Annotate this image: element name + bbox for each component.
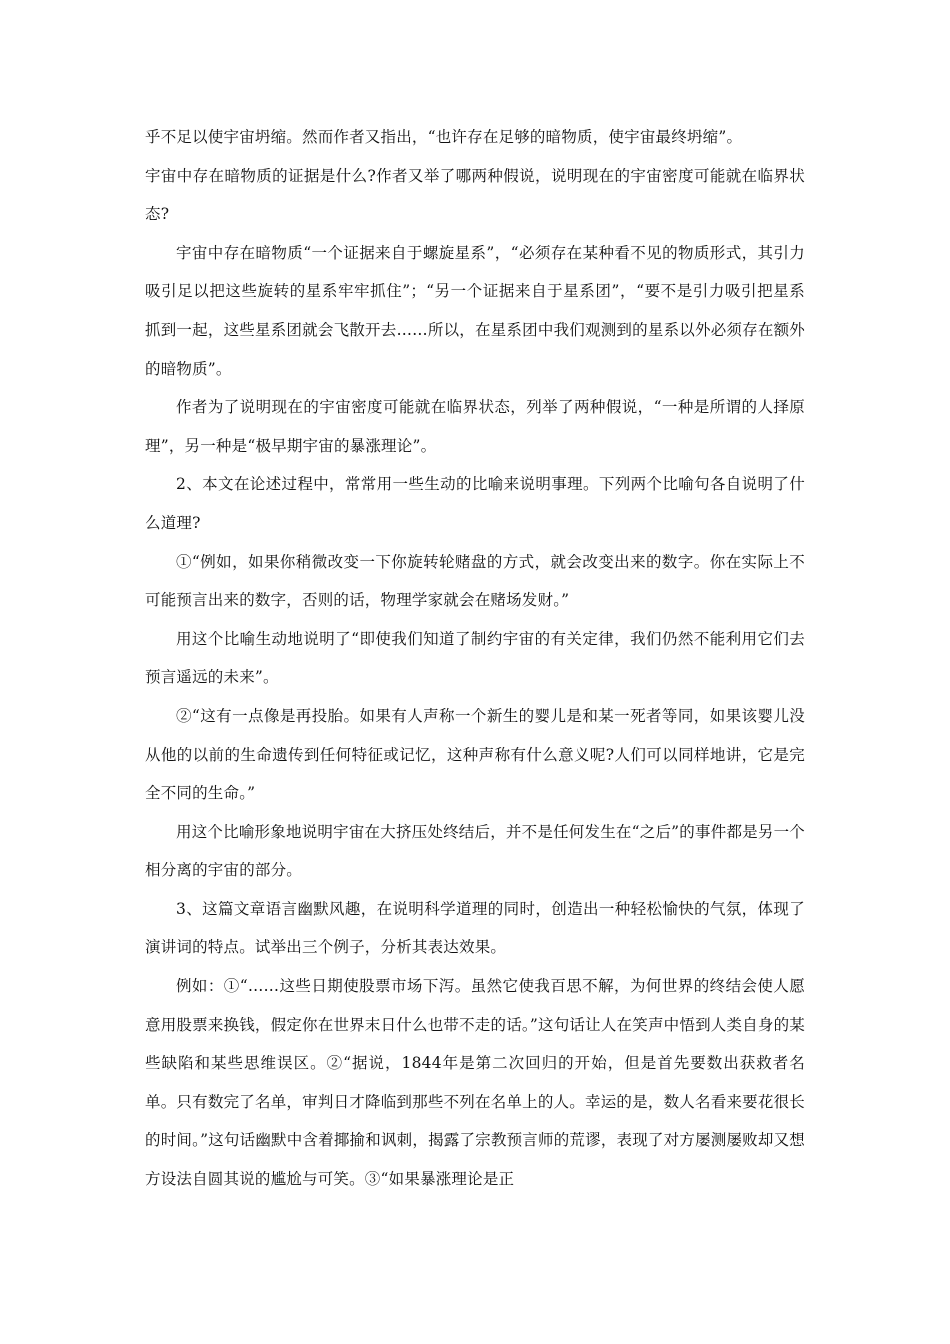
metaphor-explanation-2: 用这个比喻形象地说明宇宙在大挤压处终结后，并不是任何发生在“之后”的事件都是另一个相分离的宇宙的部分。 bbox=[145, 822, 805, 880]
question-2: 2、本文在论述过程中，常常用一些生动的比喻来说明事理。下列两个比喻句各自说明了什么道理? bbox=[145, 475, 805, 532]
paragraph-3: 宇宙中存在暗物质“一个证据来自于螺旋星系”，“必须存在某种看不见的物质形式，其引力吸引足以把这些旋转的星系牢牢抓住”；“另一个证据来自于星系团”，“要不是引力吸引把星系抓到一起，这些星系团就会飞散开去……所以，在星系团中我们观测到的星系以外必须存在额外的暗物质”。 bbox=[145, 243, 805, 378]
question-3: 3、这篇文章语言幽默风趣，在说明科学道理的同时，创造出一种轻松愉快的气氛，体现了演讲词的特点。试举出三个例子，分析其表达效果。 bbox=[145, 899, 805, 957]
metaphor-explanation-1: 用这个比喻生动地说明了“即使我们知道了制约宇宙的有关定律，我们仍然不能利用它们去预言遥远的未来”。 bbox=[145, 629, 805, 687]
answer-examples: 例如：①“……这些日期使股票市场下泻。虽然它使我百思不解，为何世界的终结会使人愿意用股票来换钱，假定你在世界末日什么也带不走的话。”这句话让人在笑声中悟到人类自身的某些缺陷和某些思维误区。②“据说，1844年是第二次回归的开始，但是首先要数出获救者名单。只有数完了名单，审判日才降临到那些不列在名单上的人。幸运的是，数人名看来要花很长的时间。”这句话幽默中含着揶揄和讽刺，揭露了宗教预言师的荒谬，表现了对方屡测屡败却又想方设法自圆其说的尴尬与可笑。③“如果暴涨理论是正 bbox=[145, 977, 805, 1189]
metaphor-quote-1: ①“例如，如果你稍微改变一下你旋转轮赌盘的方式，就会改变出来的数字。你在实际上不可能预言出来的数字，否则的话，物理学家就会在赌场发财。” bbox=[145, 552, 805, 610]
metaphor-quote-2: ②“这有一点像是再投胎。如果有人声称一个新生的婴儿是和某一死者等同，如果该婴儿没从他的以前的生命遗传到任何特征或记忆，这种声称有什么意义呢?人们可以同样地讲，它是完全不同的生命。” bbox=[145, 706, 805, 803]
paragraph-1: 乎不足以使宇宙坍缩。然而作者又指出，“也许存在足够的暗物质，使宇宙最终坍缩”。 bbox=[145, 128, 743, 146]
paragraph-4: 作者为了说明现在的宇宙密度可能就在临界状态，列举了两种假说，“一种是所谓的人择原理”，另一种是“极早期宇宙的暴涨理论”。 bbox=[145, 398, 805, 455]
document-page bbox=[145, 118, 805, 1199]
paragraph-2: 宇宙中存在暗物质的证据是什么?作者又举了哪两种假说，说明现在的宇宙密度可能就在临界状态? bbox=[145, 166, 805, 224]
